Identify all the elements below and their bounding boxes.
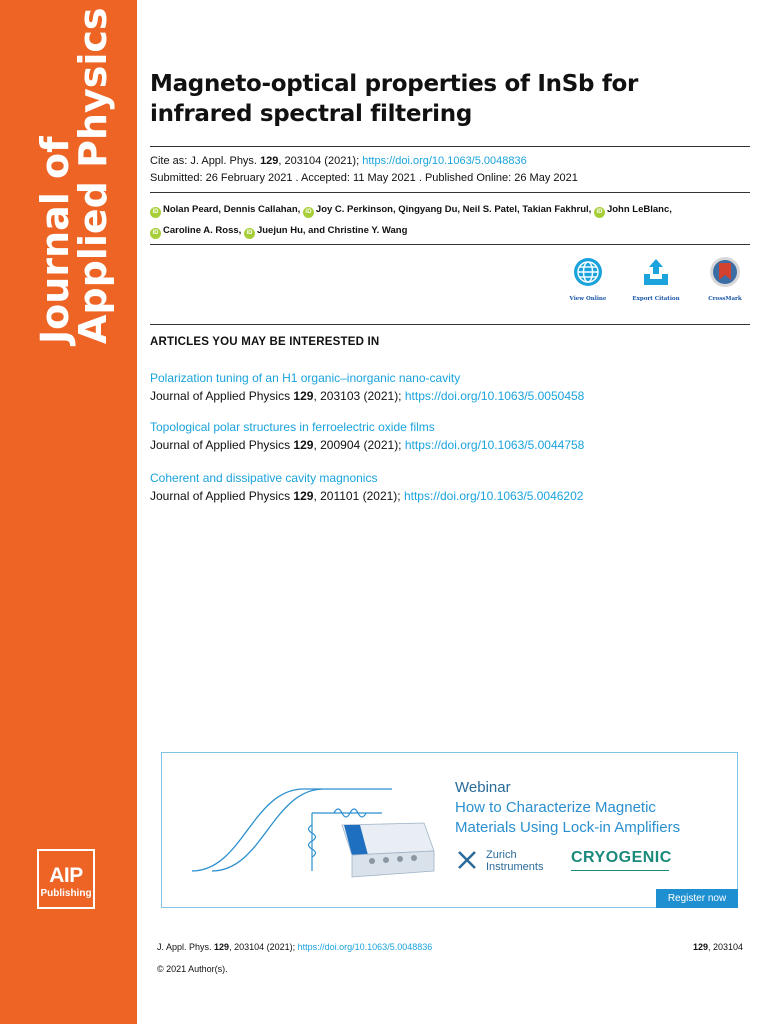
author-line-1 <box>150 199 750 220</box>
related-article: Coherent and dissipative cavity magnonics Journal of Applied Physics 129, 201101 (2021); https://doi.org/10.1063/5.0046202 <box>150 471 584 503</box>
orcid-icon[interactable]: iD <box>150 228 161 239</box>
author-name: Juejun Hu, and Christine Y. Wang <box>256 225 408 236</box>
doi-link[interactable]: https://doi.org/10.1063/5.0048836 <box>297 942 433 952</box>
footer-citation: J. Appl. Phys. 129, 203104 (2021); https://doi.org/10.1063/5.0048836 <box>157 942 433 952</box>
divider <box>150 324 750 325</box>
doi-link[interactable]: https://doi.org/10.1063/5.0050458 <box>404 389 585 403</box>
view-online-button[interactable]: View Online <box>553 256 623 302</box>
related-article-title[interactable]: Topological polar structures in ferroelectric oxide films <box>150 420 435 434</box>
globe-icon <box>572 256 604 288</box>
page-title: Magneto-optical properties of InSb for infrared spectral filtering <box>150 71 639 127</box>
webinar-text: Webinar How to Characterize Magnetic Materials Using Lock-in Amplifiers <box>455 779 681 836</box>
crossmark-icon <box>709 256 741 288</box>
crossmark-button[interactable]: CrossMark <box>690 256 760 302</box>
hysteresis-illustration <box>162 753 452 907</box>
aip-publishing-logo[interactable]: AIP Publishing <box>37 849 95 909</box>
orcid-icon[interactable]: iD <box>594 207 605 218</box>
zurich-instruments-logo: Zurich Instruments <box>486 849 544 873</box>
author-name: John LeBlanc, <box>606 204 672 215</box>
doi-link[interactable]: https://doi.org/10.1063/5.0044758 <box>404 438 585 452</box>
related-article-title[interactable]: Coherent and dissipative cavity magnonics <box>150 471 378 485</box>
copyright: © 2021 Author(s). <box>157 964 228 974</box>
author-list <box>150 199 750 241</box>
journal-name: Journal of Applied Physics <box>33 7 115 344</box>
footer-page-ref: 129, 203104 <box>693 942 744 952</box>
related-articles-heading: ARTICLES YOU MAY BE INTERESTED IN <box>150 336 380 348</box>
related-article-title[interactable]: Polarization tuning of an H1 organic–inorganic nano-cavity <box>150 371 461 385</box>
orcid-icon[interactable]: iD <box>244 228 255 239</box>
citation-line: Cite as: J. Appl. Phys. 129, 203104 (2021); https://doi.org/10.1063/5.0048836 <box>150 155 527 167</box>
author-line-2 <box>150 220 750 241</box>
doi-link[interactable]: https://doi.org/10.1063/5.0048836 <box>362 155 527 167</box>
orcid-icon[interactable]: iD <box>303 207 314 218</box>
logo-underline <box>571 870 669 871</box>
journal-sidebar <box>0 0 137 1024</box>
author-name: Joy C. Perkinson, Qingyang Du, Neil S. Patel, Takian Fakhrul, <box>315 204 594 215</box>
divider <box>150 192 750 193</box>
divider <box>150 146 750 147</box>
cryogenic-logo: CRYOGENIC <box>571 849 672 866</box>
register-now-button[interactable]: Register now <box>656 889 738 908</box>
related-article: Polarization tuning of an H1 organic–inorganic nano-cavity Journal of Applied Physics 129, 203103 (2021); https://doi.org/10.1063/5.0050458 <box>150 371 585 403</box>
doi-link[interactable]: https://doi.org/10.1063/5.0046202 <box>403 489 584 503</box>
export-icon <box>640 256 672 288</box>
lock-in-amplifier-device <box>342 823 434 877</box>
divider <box>150 244 750 245</box>
zurich-instruments-logo-icon <box>456 849 478 871</box>
export-citation-button[interactable]: Export Citation <box>621 256 691 302</box>
orcid-icon[interactable]: iD <box>150 207 161 218</box>
author-name: Caroline A. Ross, <box>163 225 244 236</box>
publication-dates: Submitted: 26 February 2021 . Accepted: 11 May 2021 . Published Online: 26 May 2021 <box>150 172 578 184</box>
webinar-advertisement[interactable] <box>161 752 738 908</box>
author-name: Nolan Peard, Dennis Callahan, <box>163 204 303 215</box>
related-article: Topological polar structures in ferroelectric oxide films Journal of Applied Physics 129, 200904 (2021); https://doi.org/10.1063/5.0044758 <box>150 420 585 452</box>
